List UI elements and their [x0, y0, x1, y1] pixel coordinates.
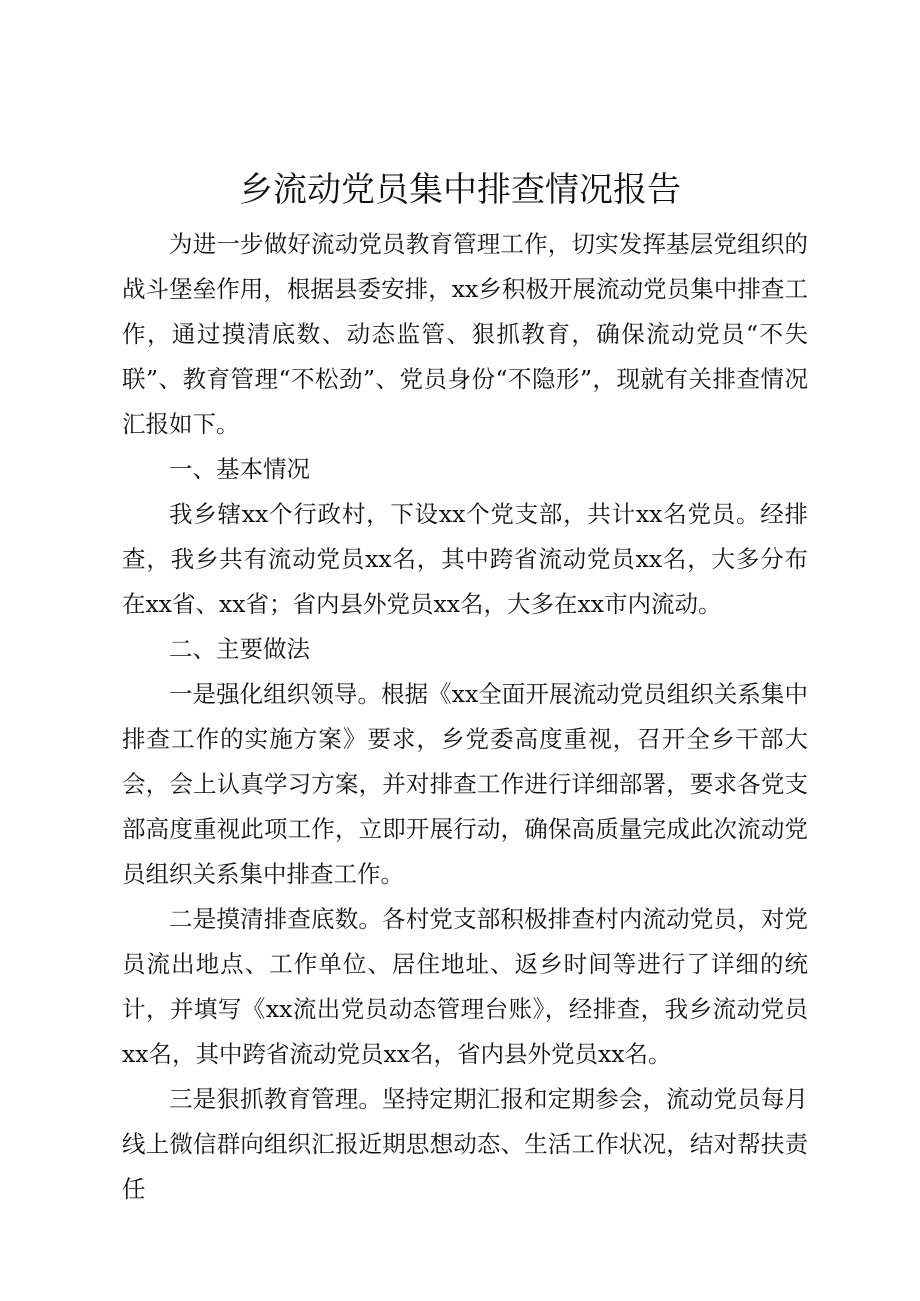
practice-paragraph-education: 三是狠抓教育管理。坚持定期汇报和定期参会，流动党员每月线上微信群向组织汇报近期思想动态、生活工作状况，结对帮扶责任: [122, 1085, 808, 1203]
document-title: 乡流动党员集中排查情况报告: [239, 170, 681, 210]
section-heading-basic-situation: 一、基本情况: [169, 455, 310, 483]
intro-paragraph: 为进一步做好流动党员教育管理工作，切实发挥基层党组织的战斗堡垒作用，根据县委安排，xx乡积极开展流动党员集中排查工作，通过摸清底数、动态监管、狠抓教育，确保流动党员“不失联”、教育管理“不松劲”、党员身份“不隐形”，现就有关排查情况汇报如下。: [122, 230, 808, 438]
practice-paragraph-leadership: 一是强化组织领导。根据《xx全面开展流动党员组织关系集中排查工作的实施方案》要求，乡党委高度重视，召开全乡干部大会，会上认真学习方案，并对排查工作进行详细部署，要求各党支部高度重视此项工作，立即开展行动，确保高质量完成此次流动党员组织关系集中排查工作。: [122, 680, 808, 888]
basic-situation-paragraph: 我乡辖xx个行政村，下设xx个党支部，共计xx名党员。经排查，我乡共有流动党员xx名，其中跨省流动党员xx名，大多分布在xx省、xx省；省内县外党员xx名，大多在xx市内流动。: [122, 500, 808, 618]
section-heading-main-practices: 二、主要做法: [169, 635, 310, 663]
document-body: [122, 222, 808, 1212]
practice-paragraph-investigation: 二是摸清排查底数。各村党支部积极排查村内流动党员，对党员流出地点、工作单位、居住地址、返乡时间等进行了详细的统计，并填写《xx流出党员动态管理台账》，经排查，我乡流动党员xx名，其中跨省流动党员xx名，省内县外党员xx名。: [122, 905, 808, 1068]
